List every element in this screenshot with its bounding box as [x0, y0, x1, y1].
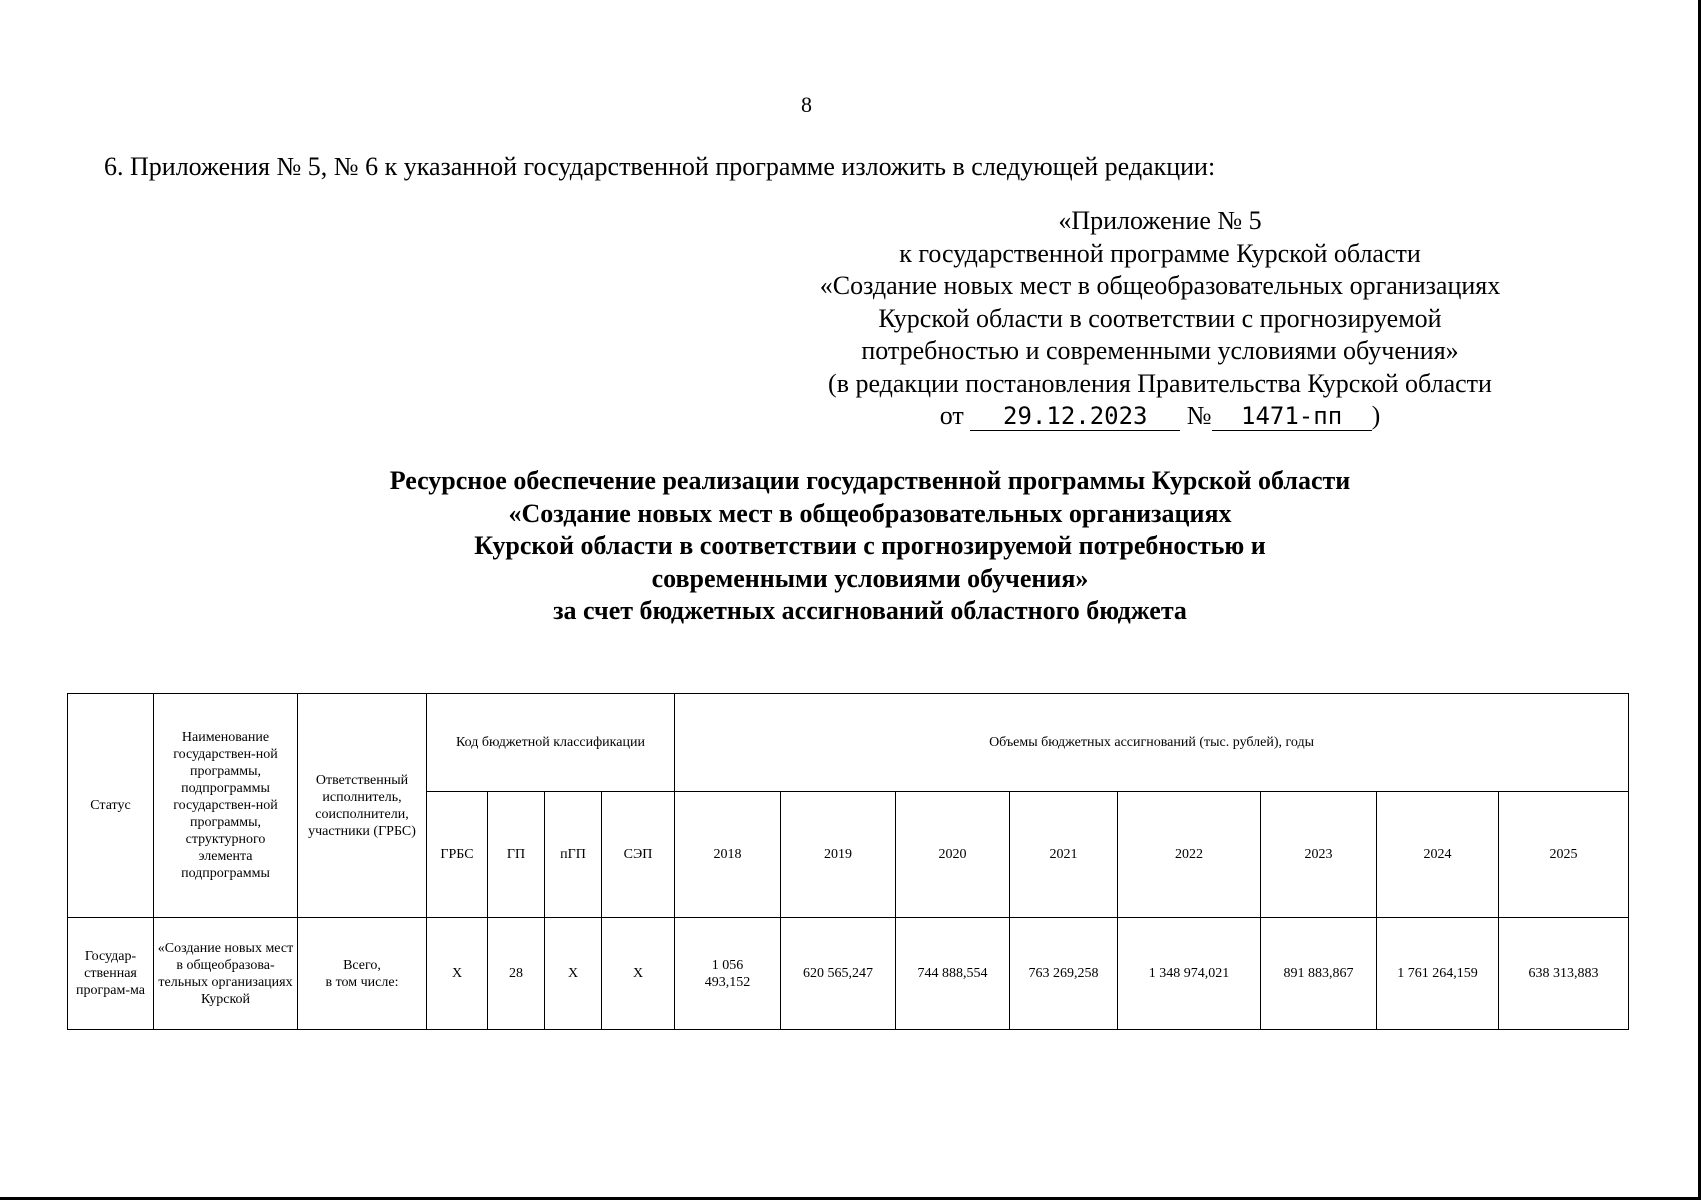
- cell-sep: Х: [602, 918, 675, 1030]
- cell-name: «Создание новых мест в общеобразова-тельных организациях Курской: [154, 918, 298, 1030]
- cell-value-2025: 638 313,883: [1499, 918, 1629, 1030]
- cell-value-2024: 1 761 264,159: [1377, 918, 1499, 1030]
- header-pgp: пГП: [545, 792, 602, 918]
- header-year: 2023: [1261, 792, 1377, 918]
- cell-value-2019: 620 565,247: [781, 918, 896, 1030]
- header-sep: СЭП: [602, 792, 675, 918]
- cell-value-2023: 891 883,867: [1261, 918, 1377, 1030]
- table-row: [68, 918, 1629, 1030]
- title-line: современными условиями обучения»: [651, 563, 1089, 593]
- title-line: Курской области в соответствии с прогнозируемой потребностью и: [474, 531, 1266, 560]
- document-title: [0, 465, 1701, 628]
- header-name: Наименование государствен-ной программы, подпрограммы государствен-ной программы, структурного элемента подпрограммы: [154, 694, 298, 918]
- cell-status: Государ-ственная програм-ма: [68, 918, 154, 1030]
- header-grbs: ГРБС: [427, 792, 488, 918]
- header-budget-code: Код бюджетной классификации: [427, 694, 675, 792]
- header-year: 2018: [675, 792, 781, 918]
- cell-executor: Всего, в том числе:: [298, 918, 427, 1030]
- cell-pgp: Х: [545, 918, 602, 1030]
- header-year: 2019: [781, 792, 896, 918]
- cell-grbs: Х: [427, 918, 488, 1030]
- cell-value-2018: 1 056 493,152: [675, 918, 781, 1030]
- header-status: Статус: [68, 694, 154, 918]
- number-prefix: №: [1186, 401, 1212, 430]
- resolution-date: 29.12.2023: [970, 402, 1180, 431]
- resolution-number: 1471-пп: [1212, 402, 1372, 431]
- date-prefix: от: [939, 401, 964, 430]
- appendix-line: «Создание новых мест в общеобразовательных организациях: [819, 271, 1501, 300]
- header-row-1: [68, 694, 1629, 792]
- appendix-line: потребностью и современными условиями обучения»: [861, 336, 1459, 365]
- header-year: 2025: [1499, 792, 1629, 918]
- appendix-line: (в редакции постановления Правительства Курской области: [828, 368, 1492, 398]
- appendix-line: Курской области в соответствии с прогнозируемой: [878, 303, 1442, 333]
- title-line: «Создание новых мест в общеобразовательных организациях: [508, 498, 1232, 528]
- header-year: 2022: [1118, 792, 1261, 918]
- header-year: 2020: [896, 792, 1010, 918]
- budget-table: [67, 693, 1629, 1030]
- header-year: 2021: [1010, 792, 1118, 918]
- appendix-header: [760, 205, 1560, 433]
- page-number: 8: [801, 92, 812, 117]
- header-gp: ГП: [488, 792, 545, 918]
- intro-paragraph: 6. Приложения № 5, № 6 к указанной государственной программе изложить в следующей редакции:: [104, 152, 1216, 181]
- appendix-date-line: [760, 400, 1560, 433]
- cell-value-2021: 763 269,258: [1010, 918, 1118, 1030]
- cell-value-2020: 744 888,554: [896, 918, 1010, 1030]
- cell-value-2022: 1 348 974,021: [1118, 918, 1261, 1030]
- appendix-line: «Приложение № 5: [1058, 206, 1262, 235]
- cell-gp: 28: [488, 918, 545, 1030]
- title-line: за счет бюджетных ассигнований областного бюджета: [553, 596, 1187, 625]
- close-paren: ): [1371, 401, 1381, 430]
- header-year: 2024: [1377, 792, 1499, 918]
- header-volumes: Объемы бюджетных ассигнований (тыс. рублей), годы: [675, 694, 1629, 792]
- header-executor: Ответственный исполнитель, соисполнители, участники (ГРБС): [298, 694, 427, 918]
- title-line: Ресурсное обеспечение реализации государственной программы Курской области: [389, 466, 1351, 495]
- appendix-line: к государственной программе Курской области: [899, 238, 1421, 268]
